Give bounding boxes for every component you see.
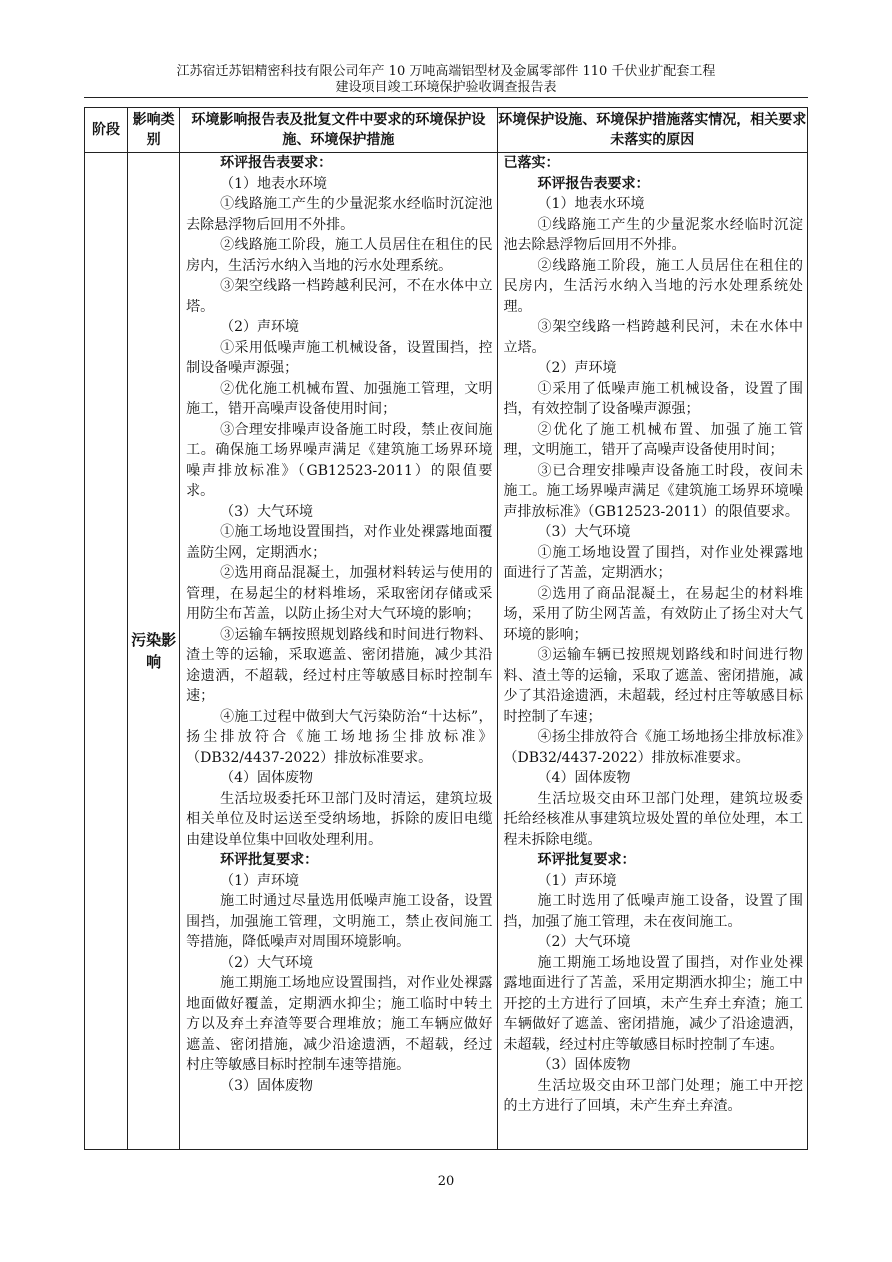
header-title-line1: 江苏宿迁苏铝精密科技有限公司年产 10 万吨高端铝型材及金属零部件 110 千伏业扩配套工程	[176, 64, 716, 79]
paragraph: ③运输车辆按照规划路线和时间进行物料、渣土等的运输，采取遮盖、密闭措施，减少其沿途遗洒，不超载，经过村庄等敏感目标时控制车速；	[186, 626, 493, 704]
paragraph: ②线路施工阶段，施工人员居住在租住的民房内，生活污水纳入当地的污水处理系统处理。	[503, 257, 803, 315]
paragraph: ①施工场地设置围挡，对作业处裸露地面覆盖防尘网，定期洒水；	[186, 524, 493, 561]
impact-category-cell: 污染影响	[128, 153, 180, 1150]
paragraph: ③合理安排噪声设备施工时段，禁止夜间施工。确保施工场界噪声满足《建筑施工场界环境噪声排放标准》（GB12523-2011）的限值要求。	[186, 421, 493, 499]
paragraph: ①采用了低噪声施工机械设备，设置了围挡，有效控制了设备噪声源强；	[503, 380, 803, 417]
col-header-implementation: 环境保护设施、环境保护措施落实情况，相关要求未落实的原因	[497, 108, 807, 153]
requirement-text	[180, 153, 496, 1149]
paragraph: ①施工场地设置了围挡，对作业处裸露地面进行了苫盖，定期洒水；	[503, 544, 803, 581]
header-divider	[84, 97, 808, 98]
paragraph: ③架空线路一档跨越利民河，不在水体中立塔。	[186, 278, 493, 315]
acceptance-table	[84, 107, 808, 1150]
paragraph: ②选用商品混凝土，加强材料转运与使用的管理，在易起尘的材料堆场，采取密闭存储或采用防尘布苫盖，以防止扬尘对大气环境的影响；	[186, 565, 493, 622]
paragraph: （1）地表水环境	[220, 175, 328, 192]
paragraph: ③架空线路一档跨越利民河，未在水体中立塔。	[503, 319, 803, 356]
paragraph: 环评批复要求：	[537, 852, 636, 868]
header-title-line2: 建设项目竣工环境保护验收调查报告表	[335, 80, 557, 95]
paragraph: 环评批复要求：	[220, 852, 319, 868]
col-header-requirement: 环境影响报告表及批复文件中要求的环境保护设施、环境保护措施	[180, 108, 497, 153]
implementation-cell	[497, 153, 807, 1150]
paragraph: （3）大气环境	[220, 503, 314, 520]
stage-cell	[85, 153, 128, 1150]
paragraph: 生活垃圾交由环卫部门处理，建筑垃圾委托给经核准从事建筑垃圾处置的单位处理，本工程未拆除电缆。	[503, 790, 803, 848]
paragraph: ②线路施工阶段，施工人员居住在租住的民房内，生活污水纳入当地的污水处理系统。	[186, 237, 493, 274]
paragraph: （3）固体废物	[537, 1057, 631, 1073]
paragraph: ②优化了施工机械布置、加强了施工管理，文明施工，错开了高噪声设备使用时间；	[503, 421, 803, 458]
paragraph: ②优化施工机械布置、加强施工管理，文明施工，错开高噪声设备使用时间；	[186, 380, 493, 417]
paragraph: 已落实：	[503, 155, 560, 171]
paragraph: （4）固体废物	[220, 770, 314, 786]
paragraph: 施工时通过尽量选用低噪声施工设备，设置围挡，加强施工管理，文明施工，禁止夜间施工等措施，降低噪声对周围环境影响。	[186, 893, 493, 950]
paragraph: （3）大气环境	[537, 524, 631, 540]
paragraph: ①采用低噪声施工机械设备，设置围挡，控制设备噪声源强；	[186, 339, 493, 376]
paragraph: （4）固体废物	[537, 770, 631, 786]
paragraph: （1）声环境	[537, 872, 617, 889]
document-header	[84, 64, 808, 96]
page-number: 20	[437, 1174, 455, 1189]
paragraph: （2）大气环境	[537, 934, 631, 950]
paragraph: （3）固体废物	[220, 1077, 314, 1094]
table-header-row	[85, 108, 808, 153]
paragraph: ③已合理安排噪声设备施工时段，夜间未施工。施工场界噪声满足《建筑施工场界环境噪声排放标准》（GB12523-2011）的限值要求。	[503, 462, 803, 520]
paragraph: （2）大气环境	[220, 954, 314, 971]
col-header-impact: 影响类别	[128, 108, 180, 153]
paragraph: 生活垃圾交由环卫部门处理；施工中开挖的土方进行了回填，未产生弃土弃渣。	[503, 1077, 803, 1114]
paragraph: 施工时选用了低噪声施工设备，设置了围挡，加强了施工管理，未在夜间施工。	[503, 893, 803, 930]
paragraph: （2）声环境	[537, 360, 617, 376]
paragraph: ②选用了商品混凝土，在易起尘的材料堆场，采用了防尘网苫盖，有效防止了扬尘对大气环境的影响；	[503, 585, 803, 643]
paragraph: 施工期施工场地设置了围挡，对作业处裸露地面进行了苫盖，采用定期洒水抑尘；施工中开挖的土方进行了回填，未产生弃土弃渣；施工车辆做好了遮盖、密闭措施，减少了沿途遗洒，未超载，经过村庄等敏感目标时控制了车速。	[503, 954, 803, 1053]
paragraph: 环评报告表要求：	[537, 175, 650, 192]
paragraph: ①线路施工产生的少量泥浆水经临时沉淀池去除悬浮物后回用不外排。	[503, 216, 803, 253]
paragraph: 施工期施工场地应设置围挡，对作业处裸露地面做好覆盖，定期洒水抑尘；施工临时中转土方以及弃土弃渣等要合理堆放；施工车辆应做好遮盖、密闭措施，减少沿途遗洒，不超载，经过村庄等敏感目标时控制车速等措施。	[186, 975, 493, 1073]
col-header-stage: 阶段	[85, 108, 128, 153]
paragraph: （1）地表水环境	[537, 196, 645, 212]
paragraph: ③运输车辆已按照规划路线和时间进行物料、渣土等的运输，采取了遮盖、密闭措施，减少了其沿途遗洒，未超载，经过村庄等敏感目标时控制了车速；	[503, 647, 803, 725]
paragraph: ④施工过程中做到大气污染防治“十达标”，扬尘排放符合《施工场地扬尘排放标准》（DB32/4437-2022）排放标准要求。	[186, 708, 493, 766]
paragraph: 生活垃圾委托环卫部门及时清运，建筑垃圾相关单位及时运送至受纳场地，拆除的废旧电缆由建设单位集中回收处理利用。	[186, 790, 493, 848]
requirement-cell	[180, 153, 497, 1150]
paragraph: ④扬尘排放符合《施工场地扬尘排放标准》（DB32/4437-2022）排放标准要求。	[503, 729, 803, 766]
paragraph: ①线路施工产生的少量泥浆水经临时沉淀池去除悬浮物后回用不外排。	[186, 196, 493, 233]
paragraph: 环评报告表要求：	[220, 155, 333, 171]
table-row	[85, 153, 808, 1150]
implementation-text	[498, 153, 807, 1149]
paragraph: （2）声环境	[220, 319, 300, 335]
paragraph: （1）声环境	[220, 872, 300, 889]
